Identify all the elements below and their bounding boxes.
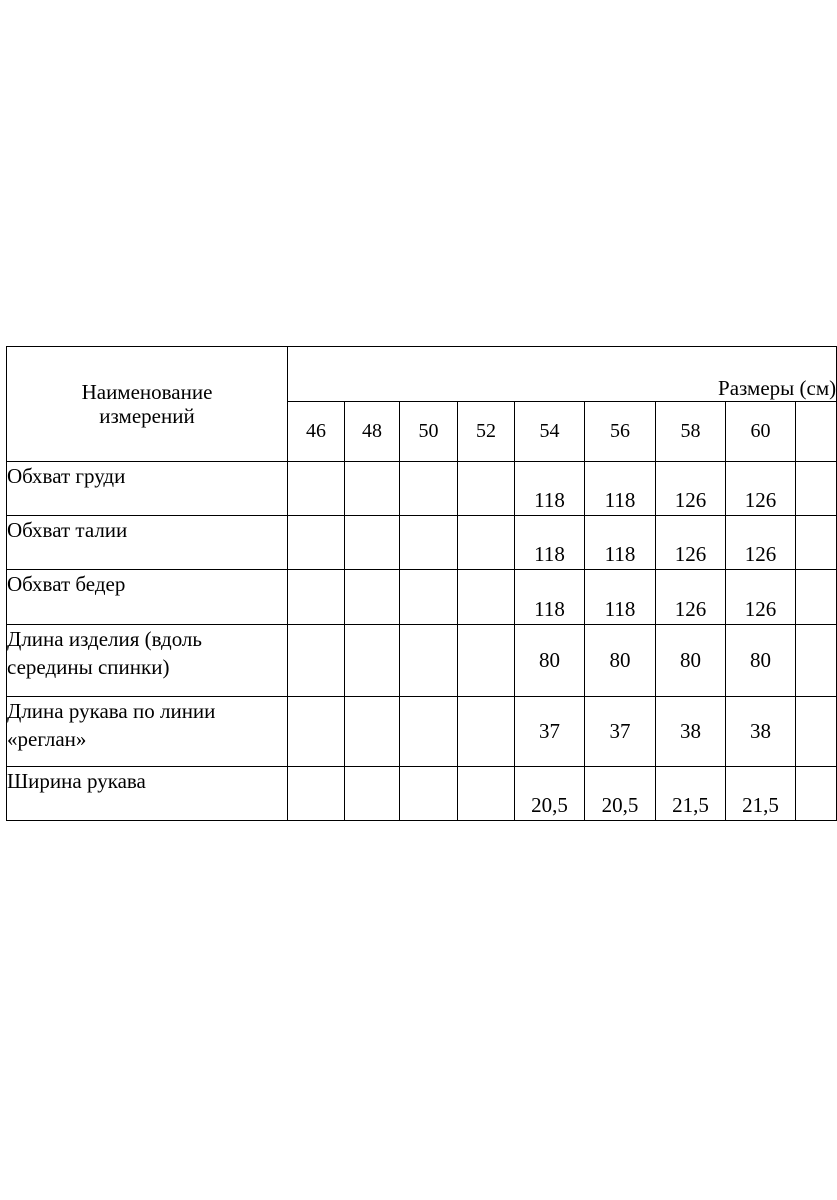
row-label: Ширина рукава	[7, 767, 288, 821]
size-header: 46	[288, 402, 345, 462]
table-cell	[288, 767, 345, 821]
table-cell: 118	[515, 462, 585, 516]
size-header: 60	[726, 402, 796, 462]
table-cell: 38	[656, 697, 726, 767]
table-cell: 20,5	[585, 767, 656, 821]
measurement-name-header	[7, 347, 288, 462]
table-cell: 126	[726, 462, 796, 516]
size-header: 48	[345, 402, 400, 462]
table-row	[7, 516, 837, 570]
row-label-line2: «реглан»	[7, 727, 87, 751]
sizes-header: Размеры (см)	[288, 347, 837, 402]
table-cell: 126	[656, 516, 726, 570]
row-label: Обхват груди	[7, 462, 288, 516]
table-cell	[400, 570, 458, 625]
table-cell-extra	[796, 697, 837, 767]
table-cell	[400, 697, 458, 767]
table-cell	[345, 462, 400, 516]
table-cell: 126	[656, 570, 726, 625]
measurement-name-header-line2: измерений	[99, 404, 195, 428]
table-cell	[458, 767, 515, 821]
row-label-line1: Длина рукава по линии	[7, 699, 216, 723]
size-table	[6, 346, 837, 821]
table-cell: 20,5	[515, 767, 585, 821]
table-cell	[400, 625, 458, 697]
table-cell	[345, 516, 400, 570]
row-label	[7, 625, 288, 697]
table-cell	[458, 697, 515, 767]
table-cell	[288, 516, 345, 570]
table-cell: 126	[726, 570, 796, 625]
table-cell-extra	[796, 625, 837, 697]
table-cell	[458, 462, 515, 516]
table-cell	[288, 462, 345, 516]
table-cell: 21,5	[726, 767, 796, 821]
table-cell	[288, 570, 345, 625]
measurement-name-header-line1: Наименование	[81, 380, 213, 404]
size-chart	[6, 346, 837, 822]
table-row	[7, 697, 837, 767]
table-cell	[400, 767, 458, 821]
row-label: Обхват бедер	[7, 570, 288, 625]
table-row	[7, 625, 837, 697]
table-cell	[400, 516, 458, 570]
table-cell-extra	[796, 462, 837, 516]
table-cell: 37	[515, 697, 585, 767]
size-header: 52	[458, 402, 515, 462]
row-label: Обхват талии	[7, 516, 288, 570]
row-label	[7, 697, 288, 767]
row-label-line2: середины спинки)	[7, 655, 170, 679]
table-row	[7, 570, 837, 625]
table-cell: 118	[515, 570, 585, 625]
table-cell: 118	[585, 570, 656, 625]
table-cell	[458, 570, 515, 625]
table-cell	[345, 697, 400, 767]
size-header: 56	[585, 402, 656, 462]
table-cell: 80	[726, 625, 796, 697]
size-header: 50	[400, 402, 458, 462]
table-row	[7, 462, 837, 516]
table-cell: 80	[656, 625, 726, 697]
table-cell	[345, 767, 400, 821]
size-header: 54	[515, 402, 585, 462]
table-cell	[345, 625, 400, 697]
table-cell: 80	[585, 625, 656, 697]
size-header-extra	[796, 402, 837, 462]
table-cell	[345, 570, 400, 625]
table-cell: 118	[585, 516, 656, 570]
table-cell: 37	[585, 697, 656, 767]
table-cell-extra	[796, 767, 837, 821]
table-cell: 126	[726, 516, 796, 570]
row-label-line1: Длина изделия (вдоль	[7, 627, 202, 651]
table-cell: 38	[726, 697, 796, 767]
table-row	[7, 767, 837, 821]
table-cell	[458, 516, 515, 570]
table-cell	[288, 625, 345, 697]
table-cell: 118	[585, 462, 656, 516]
table-cell-extra	[796, 570, 837, 625]
size-header: 58	[656, 402, 726, 462]
header-row-top	[7, 347, 837, 402]
table-cell-extra	[796, 516, 837, 570]
table-cell: 126	[656, 462, 726, 516]
table-cell: 21,5	[656, 767, 726, 821]
table-cell	[458, 625, 515, 697]
table-cell: 118	[515, 516, 585, 570]
table-cell	[288, 697, 345, 767]
table-cell	[400, 462, 458, 516]
table-cell: 80	[515, 625, 585, 697]
